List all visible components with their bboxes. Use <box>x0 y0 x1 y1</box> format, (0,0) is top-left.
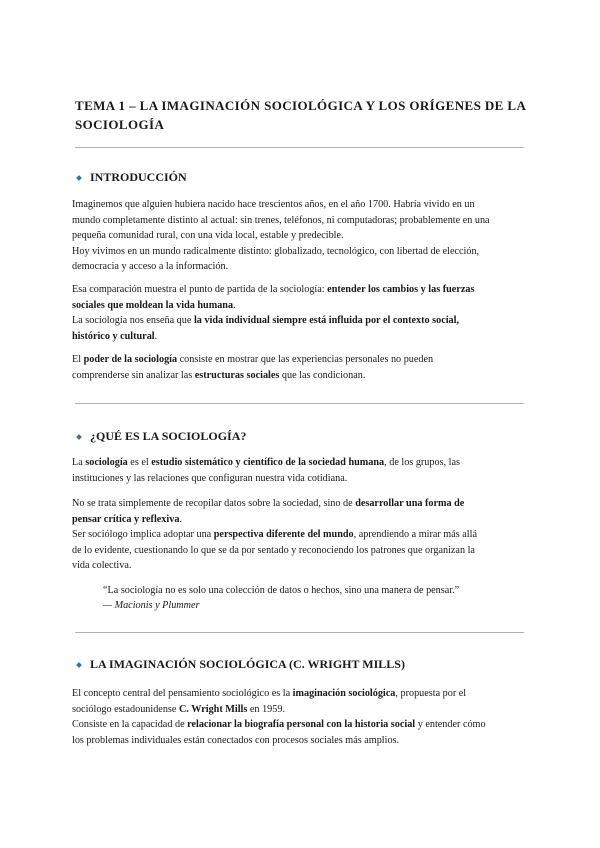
text-line <box>72 512 532 528</box>
bold-text: imaginación sociológica <box>292 688 396 699</box>
text-run: y entender cómo <box>415 719 486 731</box>
bold-text: la vida individual siempre está influida por el contexto social, <box>193 315 460 327</box>
section-heading-text: ¿QUÉ ES LA SOCIOLOGÍA? <box>90 429 247 443</box>
text-run: , aprendiendo a mirar más allá <box>353 529 477 541</box>
quote-text: “La sociología no es solo una colección de datos o hechos, sino una manera de pensar.” <box>103 585 460 596</box>
text-run: en 1959. <box>247 703 285 715</box>
text-line <box>72 313 532 329</box>
bold-text: entender los cambios y las fuerzas <box>327 284 475 295</box>
section-divider <box>75 632 524 633</box>
text-line <box>72 496 532 512</box>
text-line <box>72 686 532 702</box>
bold-text: estructuras sociales <box>194 369 280 381</box>
whatis-paragraph-2 <box>72 496 532 574</box>
text-run: El concepto central del pensamiento sociológico es la <box>72 688 293 699</box>
text-line <box>72 329 532 345</box>
diamond-bullet-icon <box>76 434 82 440</box>
bold-text: desarrollar una forma de <box>355 498 465 509</box>
intro-paragraph-3 <box>72 352 532 383</box>
diamond-bullet-icon <box>76 662 82 668</box>
text-run: No se trata simplemente de recopilar datos sobre la sociedad, sino de <box>72 498 356 509</box>
text-run: . <box>233 299 236 311</box>
title-line: TEMA 1 – LA IMAGINACIÓN SOCIOLÓGICA Y LOS ORÍGENES DE LA <box>75 98 527 113</box>
text-run: Ser sociólogo implica adoptar una <box>72 529 214 541</box>
text-line <box>72 352 532 368</box>
text-run: La <box>72 457 86 468</box>
text-run: es el <box>127 457 152 468</box>
document-title <box>75 96 535 134</box>
whatis-paragraph-1 <box>72 455 532 486</box>
blockquote <box>103 583 459 613</box>
text-line <box>72 702 532 718</box>
bold-text: sociología <box>85 457 128 468</box>
text-line: vida colectiva. <box>72 560 132 572</box>
section-heading-text: LA IMAGINACIÓN SOCIOLÓGICA (C. WRIGHT MILLS) <box>90 657 405 671</box>
bold-text: histórico y cultural <box>72 330 155 342</box>
text-line <box>72 298 532 314</box>
bold-text: perspectiva diferente del mundo <box>213 529 354 541</box>
section-divider <box>75 147 524 148</box>
text-run: El <box>72 354 84 365</box>
text-line: instituciones y las relaciones que configuran nuestra vida cotidiana. <box>72 472 348 484</box>
bold-text: sociales que moldean la vida humana <box>72 299 234 311</box>
text-line: democracia y acceso a la información. <box>72 261 229 273</box>
text-run: . <box>154 330 158 342</box>
section-divider <box>75 403 524 404</box>
bold-text: relacionar la biografía personal con la historia social <box>187 719 416 731</box>
text-run: , propuesta por el <box>395 688 467 699</box>
section-heading-text: INTRODUCCIÓN <box>90 170 187 184</box>
text-run: consiste en mostrar que las experiencias personales no pueden <box>177 354 434 365</box>
text-line: Imaginemos que alguien hubiera nacido hace trescientos años, en el año 1700. Habría vivido en un <box>72 199 475 210</box>
text-run: sociólogo estadounidense <box>72 703 179 715</box>
text-line <box>72 455 532 471</box>
text-line <box>72 282 532 298</box>
text-run: . <box>179 513 182 525</box>
intro-paragraph-2 <box>72 282 532 344</box>
text-run: Consiste en la capacidad de <box>72 719 188 731</box>
quote-author: — Macionis y Plummer <box>103 600 200 611</box>
text-run: comprenderse sin analizar las <box>72 369 195 381</box>
text-line: los problemas individuales están conectados con procesos sociales más amplios. <box>72 734 400 746</box>
text-run: Esa comparación muestra el punto de partida de la sociología: <box>72 284 328 295</box>
text-line: de lo evidente, cuestionando lo que se da por sentado y reconociendo los patrones que organizan la <box>72 544 475 556</box>
text-line: pequeña comunidad rural, con una vida local, estable y predecible. <box>72 230 344 242</box>
text-run: La sociología nos enseña que <box>72 315 194 327</box>
bold-text: pensar crítica y reflexiva <box>72 513 180 525</box>
title-line: SOCIOLOGÍA <box>75 117 165 132</box>
text-line <box>72 527 532 543</box>
bold-text: poder de la sociología <box>83 354 178 365</box>
diamond-bullet-icon <box>76 175 82 181</box>
text-line <box>72 717 532 733</box>
section-heading <box>77 170 187 185</box>
section-heading <box>77 657 405 672</box>
bold-text: C. Wright Mills <box>178 703 248 715</box>
section-heading <box>77 429 246 444</box>
text-line <box>72 368 532 384</box>
text-run: , de los grupos, las <box>384 457 460 468</box>
bold-text: estudio sistemático y científico de la sociedad humana <box>151 457 385 468</box>
intro-paragraph-1 <box>72 197 532 275</box>
mills-paragraph-1 <box>72 686 532 748</box>
text-run: que las condicionan. <box>279 369 366 381</box>
text-line: mundo completamente distinto al actual: sin trenes, teléfonos, ni computadoras; probablemente en una <box>72 214 490 226</box>
text-line: Hoy vivimos en un mundo radicalmente distinto: globalizado, tecnológico, con libertad de elección, <box>72 245 480 257</box>
